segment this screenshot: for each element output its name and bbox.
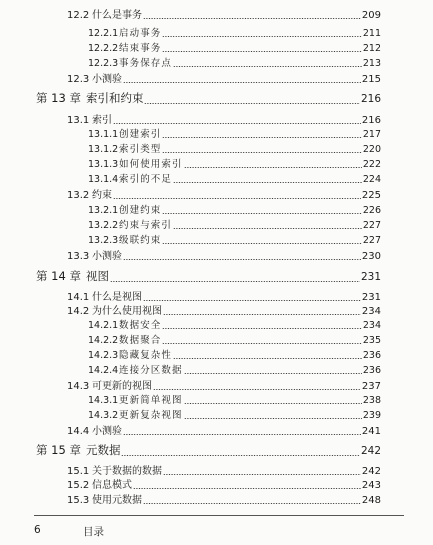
toc-entry-title: 小测验: [92, 74, 122, 85]
toc-dot-leader: [184, 401, 362, 406]
toc-entry-number: 14.3.1: [88, 395, 119, 406]
toc-entry-title: 创建约束: [119, 205, 162, 216]
toc-section-row: [67, 476, 381, 491]
toc-subsection-row: [88, 407, 381, 421]
toc-subsection-row: [88, 362, 381, 376]
toc-subsection-row: [88, 25, 381, 39]
toc-entry-page: 217: [362, 129, 381, 140]
toc-section-row: [67, 302, 381, 317]
toc-dot-leader: [110, 279, 360, 284]
toc-entry-number: 15.3: [67, 495, 90, 506]
toc-dot-leader: [123, 80, 361, 85]
toc-subsection-row: [88, 217, 381, 231]
toc-chapter-row: [36, 268, 381, 284]
toc-entry-number: 13.1.2: [88, 144, 119, 155]
toc-entry-title: 视图: [85, 269, 109, 283]
toc-entry-page: 213: [362, 58, 381, 69]
toc-dot-leader: [162, 34, 361, 39]
toc-dot-leader: [123, 257, 361, 262]
toc-subsection-row: [88, 332, 381, 346]
toc-entry-page: 237: [361, 381, 381, 392]
toc-entry-number: 13.2.3: [88, 235, 119, 246]
toc-entry-number: 14.2: [67, 306, 90, 317]
toc-dot-leader: [162, 150, 361, 155]
toc-entry-number: 14.3.2: [88, 410, 119, 421]
toc-entry-number: 第 14 章: [36, 269, 81, 283]
toc-entry-page: 239: [362, 410, 381, 421]
toc-section-row: [67, 186, 381, 201]
toc-entry-page: 211: [362, 28, 381, 39]
toc-entry-title: 更新复杂视图: [119, 410, 183, 421]
toc-entry-page: 231: [361, 292, 381, 303]
toc-entry-page: 243: [361, 480, 381, 491]
toc-section-row: [67, 70, 381, 85]
toc-entry-page: 231: [360, 271, 381, 283]
toc-entry-number: 第 13 章: [36, 91, 81, 105]
toc-entry-page: 236: [362, 365, 381, 376]
toc-dot-leader: [143, 501, 361, 506]
toc-entry-title: 级联约束: [119, 235, 162, 246]
toc-entry-title: 隐藏复杂性: [119, 350, 173, 361]
toc-dot-leader: [113, 196, 361, 201]
toc-entry-number: 14.1: [67, 292, 90, 303]
toc-dot-leader: [162, 241, 361, 246]
toc-entry-number: 13.1.4: [88, 174, 119, 185]
toc-entry-number: 14.2.1: [88, 320, 119, 331]
toc-entry-number: 12.2.2: [88, 43, 119, 54]
toc-entry-page: 227: [362, 235, 381, 246]
toc-entry-number: 15.1: [67, 466, 90, 477]
toc-entry-number: 14.2.4: [88, 365, 119, 376]
toc-dot-leader: [173, 226, 362, 231]
toc-entry-title: 信息模式: [92, 480, 132, 491]
toc-subsection-row: [88, 171, 381, 185]
toc-dot-leader: [162, 341, 361, 346]
toc-section-row: [67, 462, 381, 477]
toc-subsection-row: [88, 156, 381, 170]
toc-entry-page: 222: [362, 159, 381, 170]
toc-dot-leader: [144, 101, 360, 106]
toc-dot-leader: [162, 135, 361, 140]
toc-entry-number: 14.3: [67, 381, 90, 392]
toc-entry-title: 小测验: [92, 426, 122, 437]
toc-section-row: [67, 422, 381, 437]
toc-entry-page: 209: [361, 10, 381, 21]
toc-entry-page: 226: [362, 205, 381, 216]
toc-entry-title: 创建索引: [119, 129, 162, 140]
toc-entry-title: 结束事务: [119, 43, 162, 54]
toc-subsection-row: [88, 141, 381, 155]
toc-subsection-row: [88, 40, 381, 54]
toc-entry-number: 13.3: [67, 251, 90, 262]
toc-entry-number: 12.2: [67, 10, 90, 21]
toc-section-row: [67, 288, 381, 303]
toc-entry-page: 234: [362, 320, 381, 331]
toc-entry-title: 关于数据的数据: [92, 466, 162, 477]
footer-page-number: 6: [34, 524, 41, 536]
toc-dot-leader: [173, 356, 362, 361]
toc-dot-leader: [123, 432, 361, 437]
toc-entry-title: 索引和约束: [85, 91, 144, 105]
toc-entry-title: 元数据: [85, 443, 121, 457]
toc-entry-title: 约束与索引: [119, 220, 173, 231]
toc-section-row: [67, 377, 381, 392]
toc-chapter-row: [36, 90, 381, 106]
toc-entry-title: 启动事务: [119, 28, 162, 39]
toc-entry-page: 225: [361, 190, 381, 201]
toc-entry-title: 索引: [92, 115, 112, 126]
toc-entry-title: 使用元数据: [92, 495, 142, 506]
toc-dot-leader: [162, 49, 361, 54]
toc-dot-leader: [184, 416, 362, 421]
toc-entry-page: 224: [362, 174, 381, 185]
toc-dot-leader: [184, 165, 362, 170]
toc-entry-page: 234: [361, 306, 381, 317]
toc-entry-number: 12.3: [67, 74, 90, 85]
toc-entry-title: 小测验: [92, 251, 122, 262]
toc-entry-number: 13.2.2: [88, 220, 119, 231]
toc-subsection-row: [88, 317, 381, 331]
toc-entry-title: 更新简单视图: [119, 395, 183, 406]
toc-entry-page: 238: [362, 395, 381, 406]
toc-entry-title: 数据安全: [119, 320, 162, 331]
toc-entry-page: 220: [362, 144, 381, 155]
toc-subsection-row: [88, 232, 381, 246]
toc-subsection-row: [88, 55, 381, 69]
toc-entry-number: 13.1.3: [88, 159, 119, 170]
footer-label: 目录: [83, 526, 104, 538]
toc-dot-leader: [162, 211, 361, 216]
toc-entry-page: 216: [361, 115, 381, 126]
toc-entry-number: 14.2.2: [88, 335, 119, 346]
toc-section-row: [67, 491, 381, 506]
toc-entry-title: 事务保存点: [119, 58, 173, 69]
toc-entry-page: 230: [361, 251, 381, 262]
toc-entry-title: 可更新的视图: [92, 381, 152, 392]
toc-entry-title: 数据聚合: [119, 335, 162, 346]
toc-entry-number: 13.2: [67, 190, 90, 201]
toc-subsection-row: [88, 202, 381, 216]
toc-entry-title: 索引的不足: [119, 174, 173, 185]
toc-entry-title: 约束: [92, 190, 112, 201]
toc-entry-page: 242: [361, 466, 381, 477]
toc-chapter-row: [36, 442, 381, 458]
toc-entry-page: 227: [362, 220, 381, 231]
toc-entry-number: 14.4: [67, 426, 90, 437]
toc-entry-page: 215: [361, 74, 381, 85]
footer-rule: [34, 515, 404, 516]
toc-entry-number: 13.1: [67, 115, 90, 126]
toc-dot-leader: [173, 64, 362, 69]
toc-entry-title: 什么是事务: [92, 10, 142, 21]
toc-entry-number: 第 15 章: [36, 443, 81, 457]
toc-subsection-row: [88, 126, 381, 140]
toc-entry-number: 15.2: [67, 480, 90, 491]
toc-subsection-row: [88, 347, 381, 361]
toc-entry-page: 216: [360, 93, 381, 105]
toc-dot-leader: [162, 326, 361, 331]
toc-entry-page: 212: [362, 43, 381, 54]
toc-entry-number: 12.2.3: [88, 58, 119, 69]
toc-dot-leader: [184, 371, 362, 376]
toc-entry-page: 248: [361, 495, 381, 506]
toc-entry-number: 12.2.1: [88, 28, 119, 39]
toc-dot-leader: [173, 180, 362, 185]
toc-dot-leader: [121, 453, 360, 458]
toc-entry-number: 13.2.1: [88, 205, 119, 216]
toc-entry-title: 如何使用索引: [119, 159, 183, 170]
toc-subsection-row: [88, 392, 381, 406]
toc-entry-page: 236: [362, 350, 381, 361]
toc-entry-number: 13.1.1: [88, 129, 119, 140]
toc-section-row: [67, 247, 381, 262]
toc-dot-leader: [143, 16, 361, 21]
toc-entry-title: 连接分区数据: [119, 365, 183, 376]
toc-section-row: [67, 111, 381, 126]
toc-entry-title: 什么是视图: [92, 292, 142, 303]
toc-entry-page: 235: [362, 335, 381, 346]
toc-entry-title: 为什么使用视图: [92, 306, 162, 317]
toc-entry-title: 索引类型: [119, 144, 162, 155]
toc-entry-page: 241: [361, 426, 381, 437]
toc-entry-page: 242: [360, 445, 381, 457]
toc-section-row: [67, 6, 381, 21]
toc-entry-number: 14.2.3: [88, 350, 119, 361]
